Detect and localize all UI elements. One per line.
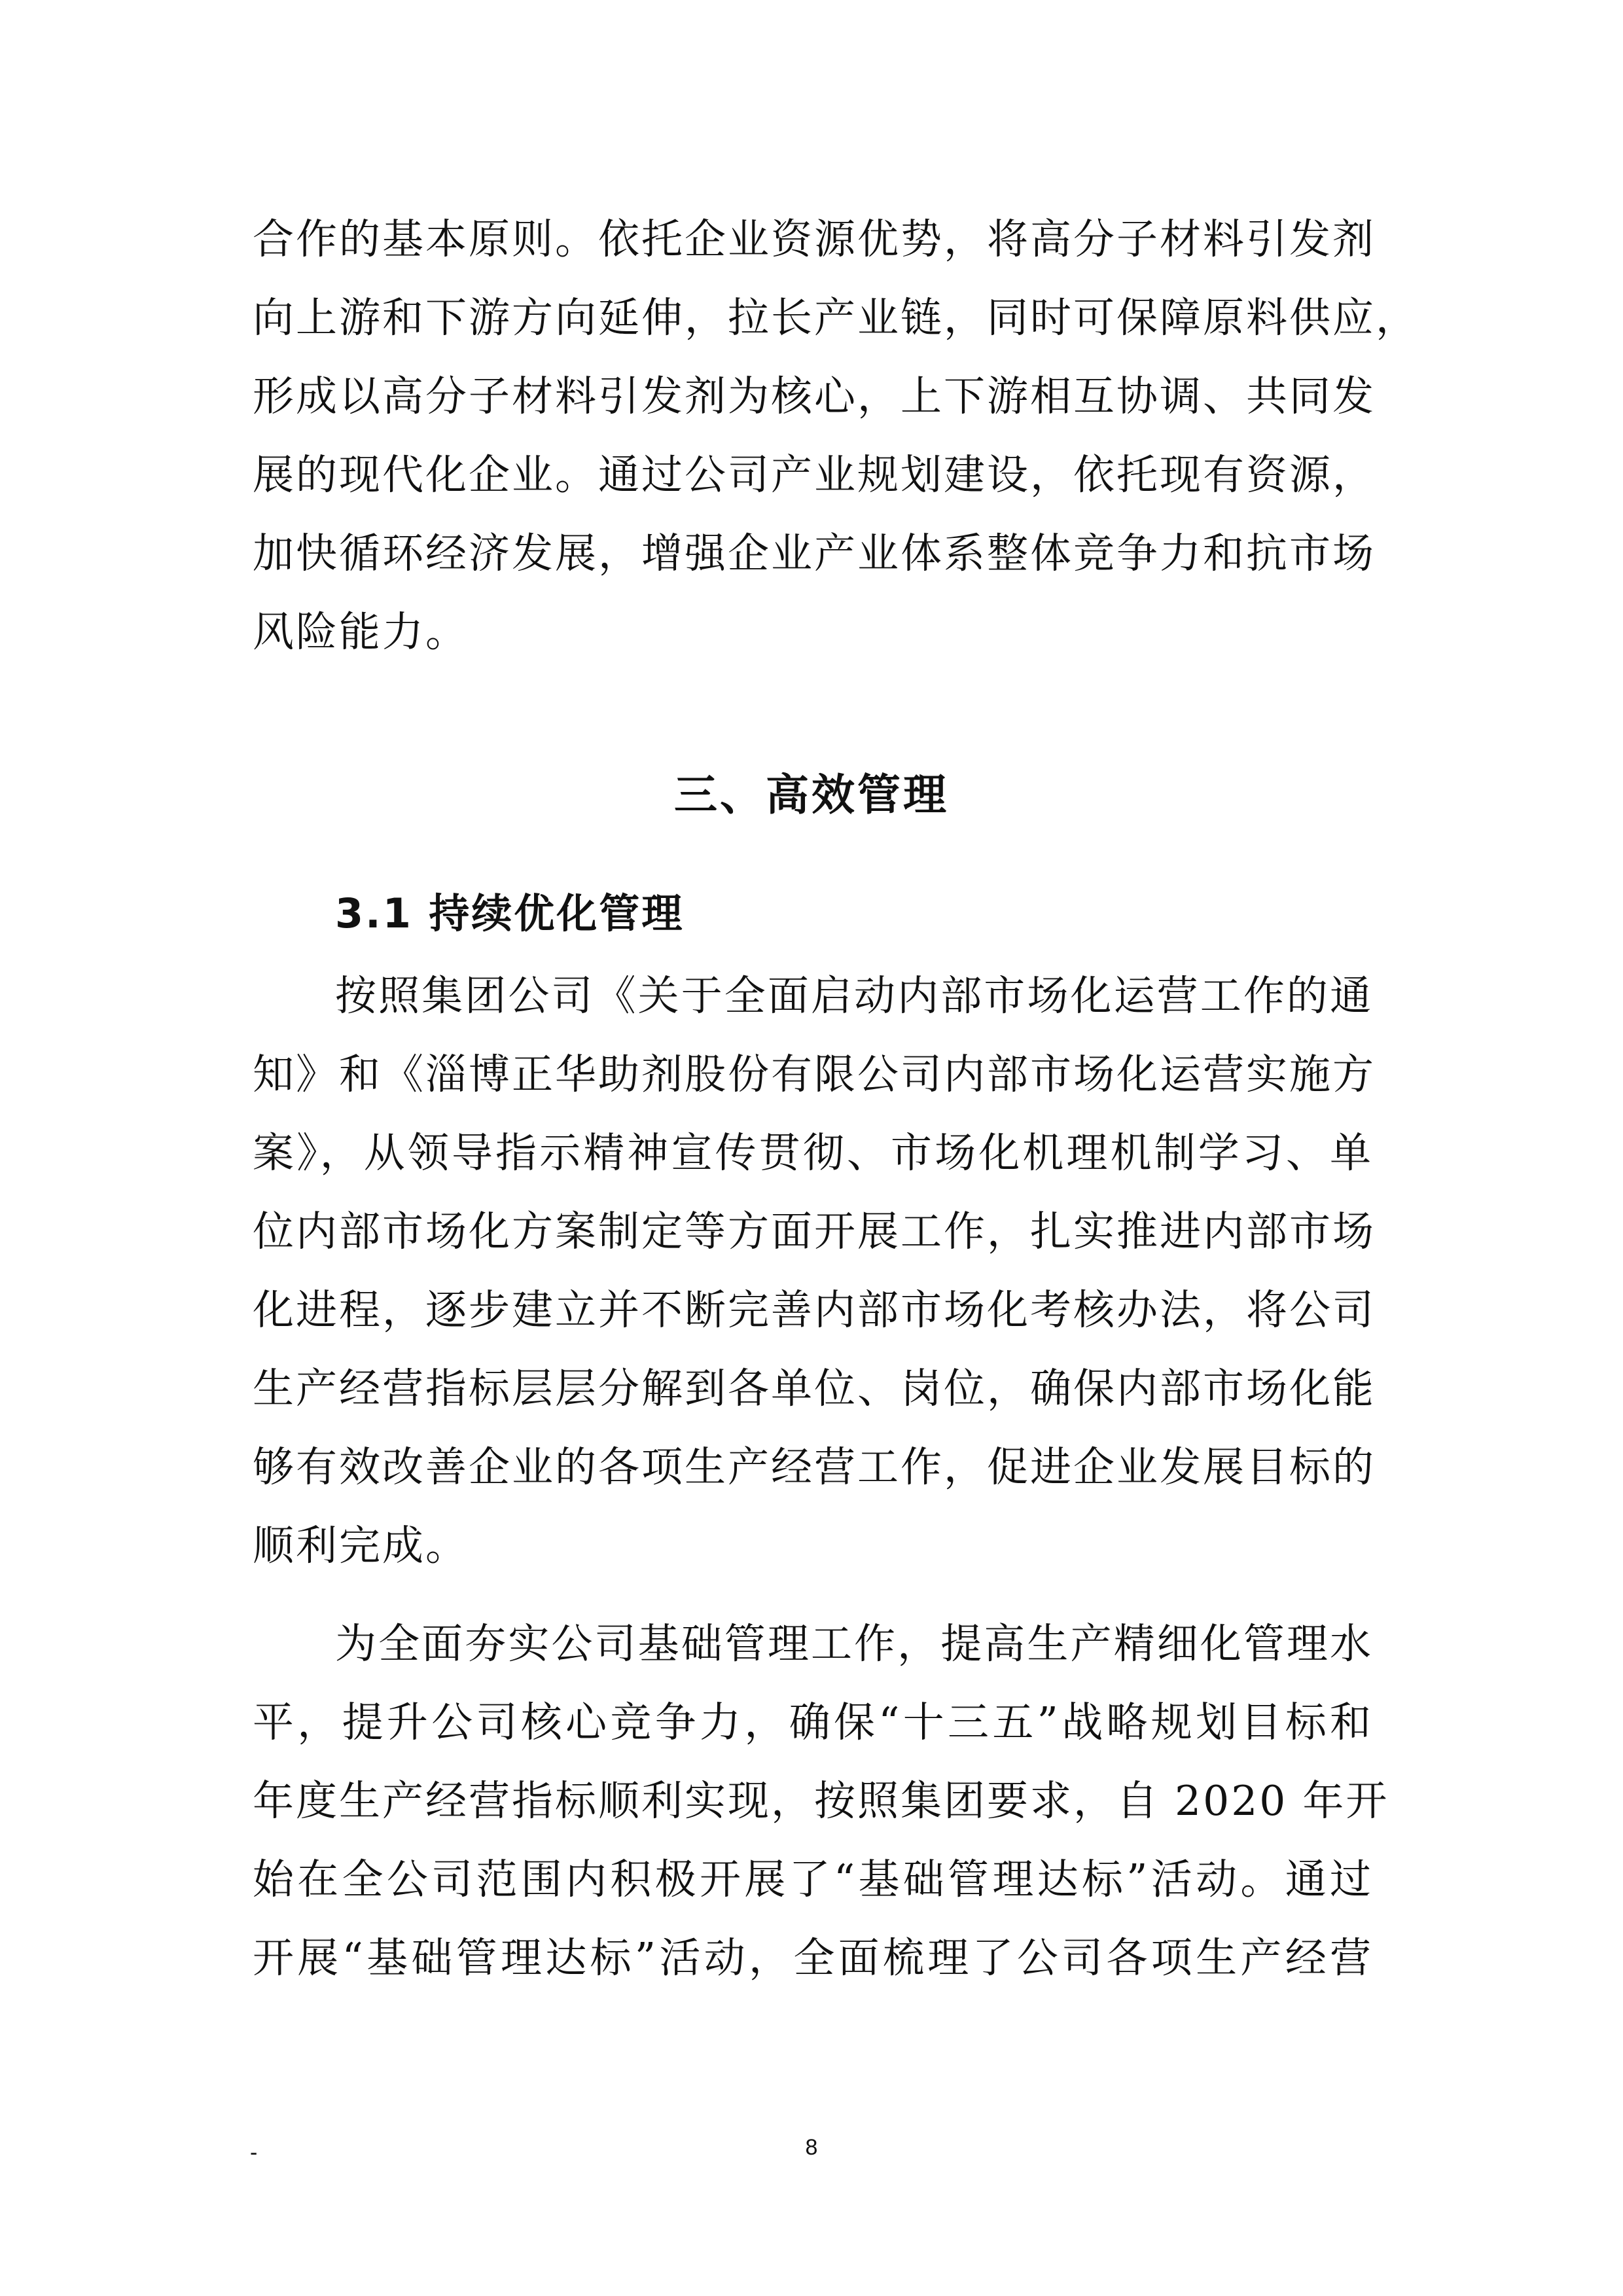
text-line: 年度生产经营指标顺利实现，按照集团要求，自 2020 年开: [253, 1777, 1389, 1825]
text-line: 案》，从领导指示精神宣传贯彻、市场化机理机制学习、单: [253, 1129, 1373, 1177]
subsection-heading: 3.1 持续优化管理: [335, 889, 685, 937]
section-heading: 三、高效管理: [674, 770, 949, 820]
text-line: 平，提升公司核心竞争力，确保“十三五”战略规划目标和: [253, 1698, 1373, 1746]
text-line: 顺利完成。: [253, 1522, 469, 1570]
footer-dash: -: [250, 2140, 258, 2165]
text-line: 按照集团公司《关于全面启动内部市场化运营工作的通: [335, 972, 1373, 1020]
text-line: 化进程，逐步建立并不断完善内部市场化考核办法，将公司: [253, 1286, 1376, 1334]
text-line: 形成以高分子材料引发剂为核心，上下游相互协调、共同发: [253, 372, 1376, 420]
text-line: 知》和《淄博正华助剂股份有限公司内部市场化运营实施方: [253, 1050, 1376, 1098]
text-line: 生产经营指标层层分解到各单位、岗位，确保内部市场化能: [253, 1365, 1376, 1412]
text-line: 始在全公司范围内积极开展了“基础管理达标”活动。通过: [253, 1856, 1373, 1903]
text-line: 加快循环经济发展，增强企业产业体系整体竞争力和抗市场: [253, 529, 1376, 577]
text-line: 为全面夯实公司基础管理工作，提高生产精细化管理水: [335, 1620, 1373, 1668]
text-line: 合作的基本原则。依托企业资源优势，将高分子材料引发剂: [253, 215, 1376, 263]
text-line: 向上游和下游方向延伸，拉长产业链，同时可保障原料供应，: [253, 294, 1419, 342]
text-line: 风险能力。: [253, 608, 469, 656]
page-number: 8: [805, 2135, 818, 2160]
text-line: 展的现代化企业。通过公司产业规划建设，依托现有资源，: [253, 451, 1376, 499]
text-line: 够有效改善企业的各项生产经营工作，促进企业发展目标的: [253, 1443, 1376, 1491]
text-line: 开展“基础管理达标”活动，全面梳理了公司各项生产经营: [253, 1934, 1373, 1982]
text-line: 位内部市场化方案制定等方面开展工作，扎实推进内部市场: [253, 1208, 1376, 1255]
